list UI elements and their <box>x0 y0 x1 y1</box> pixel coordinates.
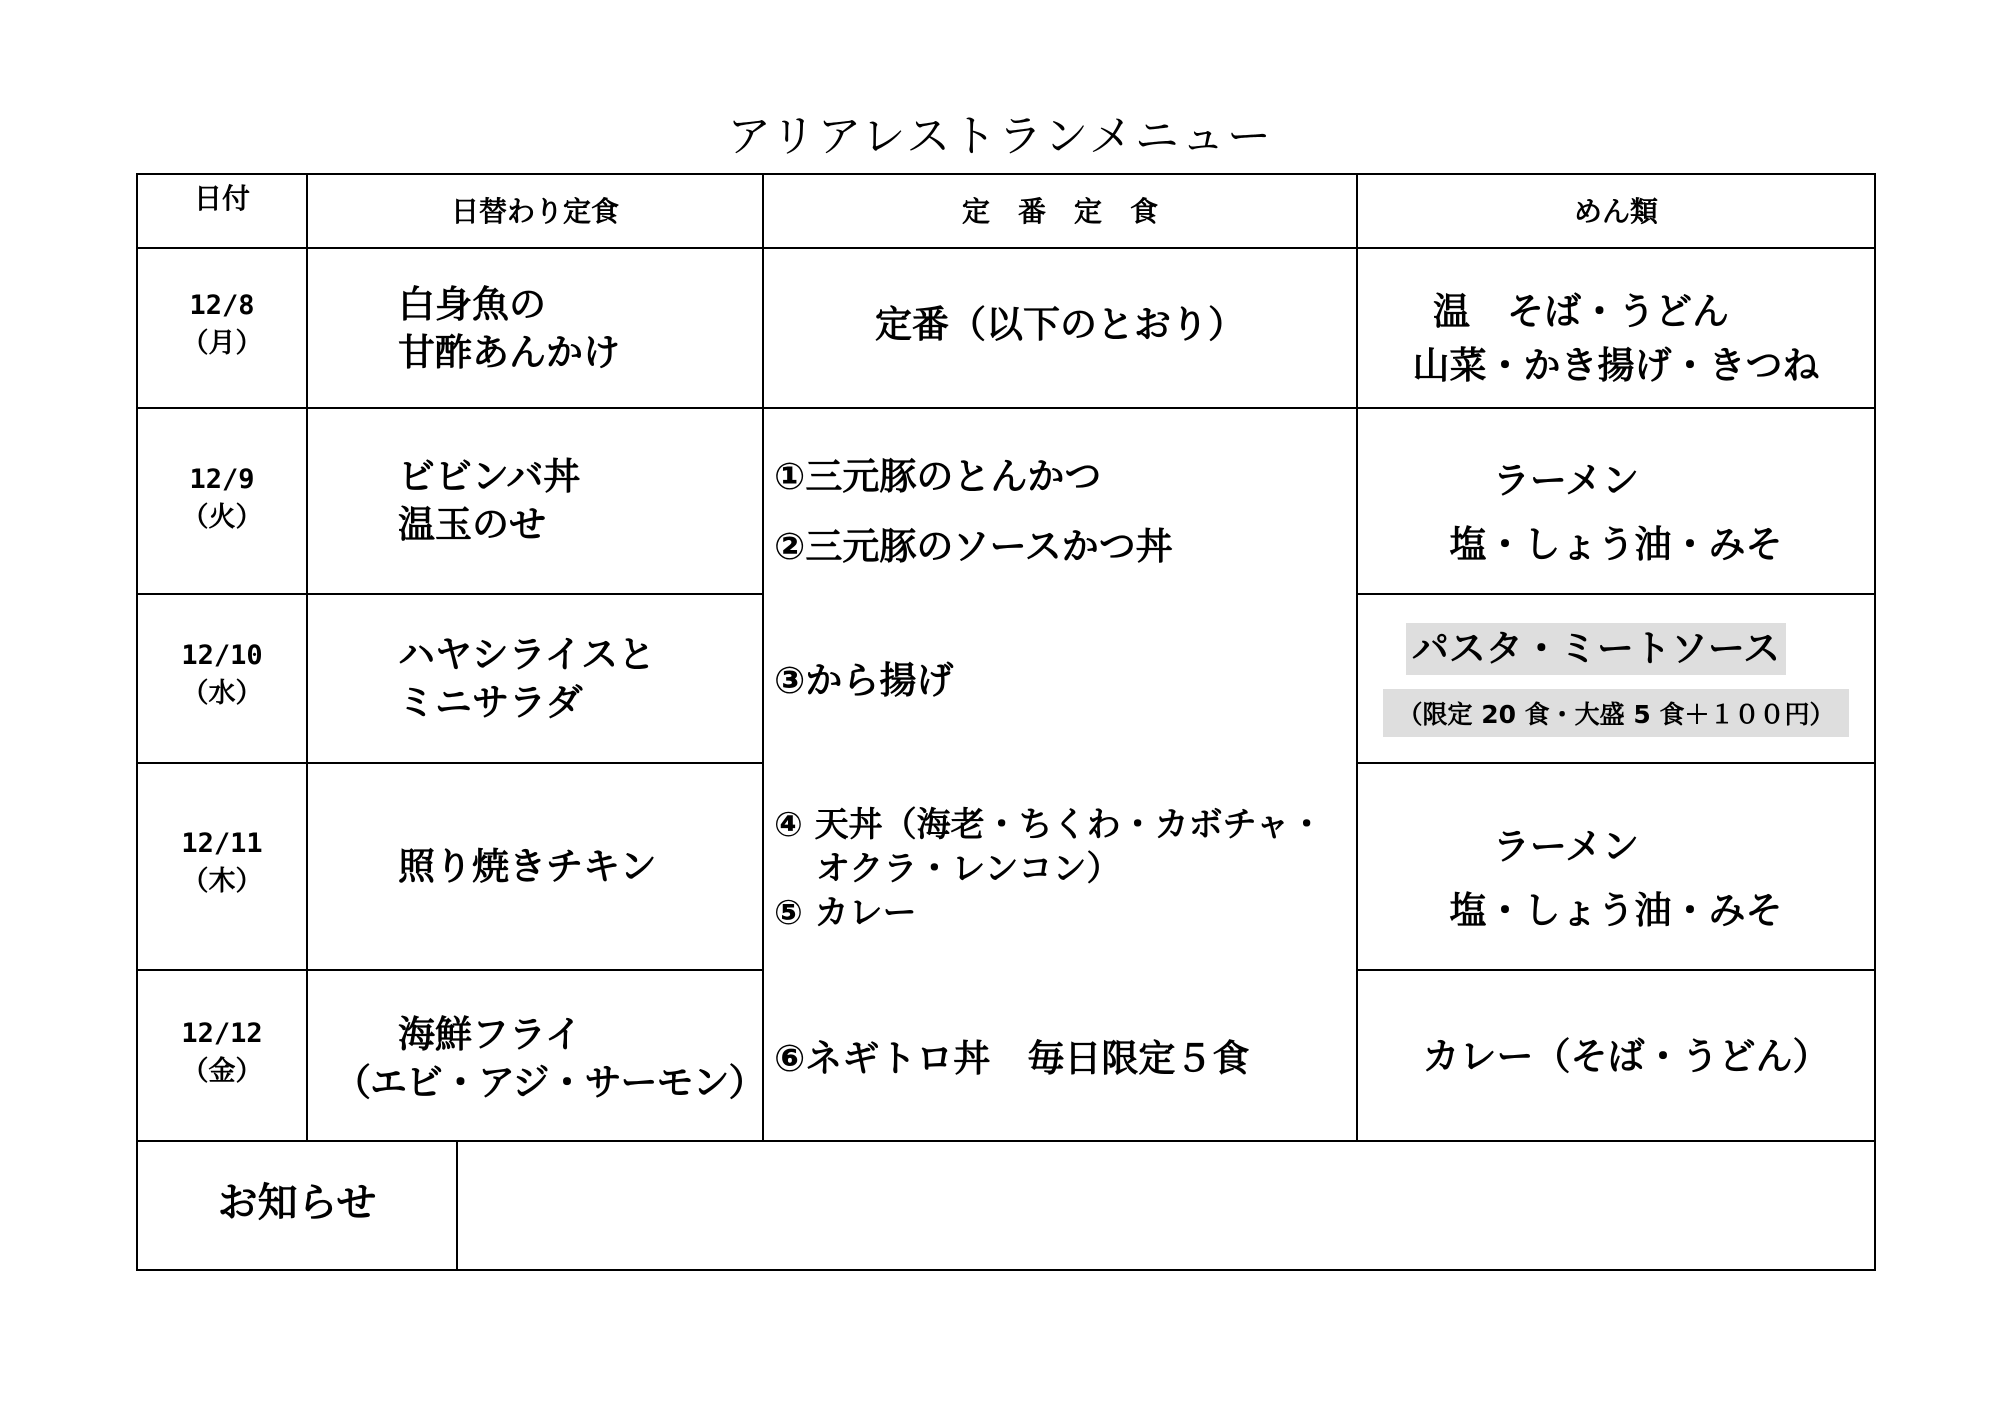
row-divider-2b <box>1356 593 1874 595</box>
daily-line: 照り焼きチキン <box>398 845 657 888</box>
date-cell <box>138 461 306 537</box>
header-noodles: めん類 <box>1573 195 1658 228</box>
row-divider-3a <box>138 762 764 764</box>
header-regular: 定 番 定 食 <box>961 195 1158 228</box>
row-divider-2a <box>138 593 764 595</box>
day-text: （火） <box>181 502 263 533</box>
daily-line: ミニサラダ <box>398 681 583 724</box>
regular-intro: 定番（以下のとおり） <box>875 303 1245 346</box>
noodle-line-wrap <box>1358 623 1874 675</box>
row-divider-notice <box>138 1140 1874 1142</box>
noodle-line: カレー（そば・うどん） <box>1422 1035 1830 1078</box>
regular-item: ①三元豚のとんかつ <box>774 455 1102 498</box>
noodle-cell <box>1358 623 1874 737</box>
daily-special <box>398 843 758 891</box>
noodle-line: 温 そば・うどん <box>1433 290 1729 333</box>
date-text: 12/10 <box>181 640 263 671</box>
regular-item: ②三元豚のソースかつ丼 <box>774 525 1173 568</box>
daily-special <box>398 631 758 727</box>
noodle-cell <box>1358 285 1874 393</box>
row-divider-1 <box>138 407 1874 409</box>
day-text: （木） <box>181 866 263 897</box>
noodle-cell <box>1358 1033 1874 1081</box>
noodle-line: 塩・しょう油・みそ <box>1449 889 1783 932</box>
regular-item-line: オクラ・レンコン） <box>816 849 1121 889</box>
row-divider-4a <box>138 969 764 971</box>
daily-special <box>398 453 758 549</box>
noodle-highlight: パスタ・ミートソース <box>1406 623 1786 675</box>
noodle-line: ラーメン <box>1492 825 1640 868</box>
daily-line: （エビ・アジ・サーモン） <box>334 1061 765 1104</box>
row-divider-3b <box>1356 762 1874 764</box>
date-cell <box>138 637 306 713</box>
noodle-cell <box>1358 449 1874 577</box>
noodle-line: 塩・しょう油・みそ <box>1449 523 1783 566</box>
row-divider-header <box>138 247 1874 249</box>
regular-item-line: ⑤ カレー <box>774 893 917 933</box>
noodle-line: ラーメン <box>1492 459 1640 502</box>
regular-item: ⑥ネギトロ丼 毎日限定５食 <box>774 1037 1250 1080</box>
day-text: （金） <box>181 1056 263 1087</box>
noodle-cell <box>1358 815 1874 943</box>
date-cell <box>138 825 306 901</box>
daily-line: 白身魚の <box>398 283 546 326</box>
regular-item <box>774 803 1364 935</box>
daily-line: ハヤシライスと <box>398 633 656 676</box>
header-date: 日付 <box>193 182 250 215</box>
daily-line: 甘酢あんかけ <box>398 331 620 374</box>
date-text: 12/11 <box>181 828 263 859</box>
date-text: 12/8 <box>189 290 255 321</box>
day-text: （水） <box>181 678 263 709</box>
col-divider-notice <box>456 1140 458 1271</box>
daily-line: ビビンバ丼 <box>398 455 581 498</box>
noodle-note: （限定 20 食・大盛 5 食＋１００円） <box>1383 689 1848 737</box>
day-text: （月） <box>181 328 263 359</box>
regular-item: ③から揚げ <box>774 659 954 702</box>
col-divider-date <box>306 175 308 1140</box>
daily-line: 温玉のせ <box>398 503 546 546</box>
noodle-line: 山菜・かき揚げ・きつね <box>1412 344 1820 387</box>
header-daily: 日替わり定食 <box>450 195 619 228</box>
daily-special <box>398 281 758 377</box>
noodle-note-wrap <box>1358 689 1874 737</box>
date-text: 12/12 <box>181 1018 263 1049</box>
page-title: アリアレストランメニュー <box>727 111 1273 162</box>
row-divider-4b <box>1356 969 1874 971</box>
date-cell <box>138 287 306 363</box>
menu-table <box>136 173 1876 1271</box>
notice-label: お知らせ <box>217 1180 377 1226</box>
daily-line: 海鮮フライ <box>398 1013 582 1056</box>
date-text: 12/9 <box>189 464 255 495</box>
daily-special <box>308 1011 765 1107</box>
regular-item-line: ④ 天丼（海老・ちくわ・カボチャ・ <box>774 805 1324 845</box>
date-cell <box>138 1015 306 1091</box>
